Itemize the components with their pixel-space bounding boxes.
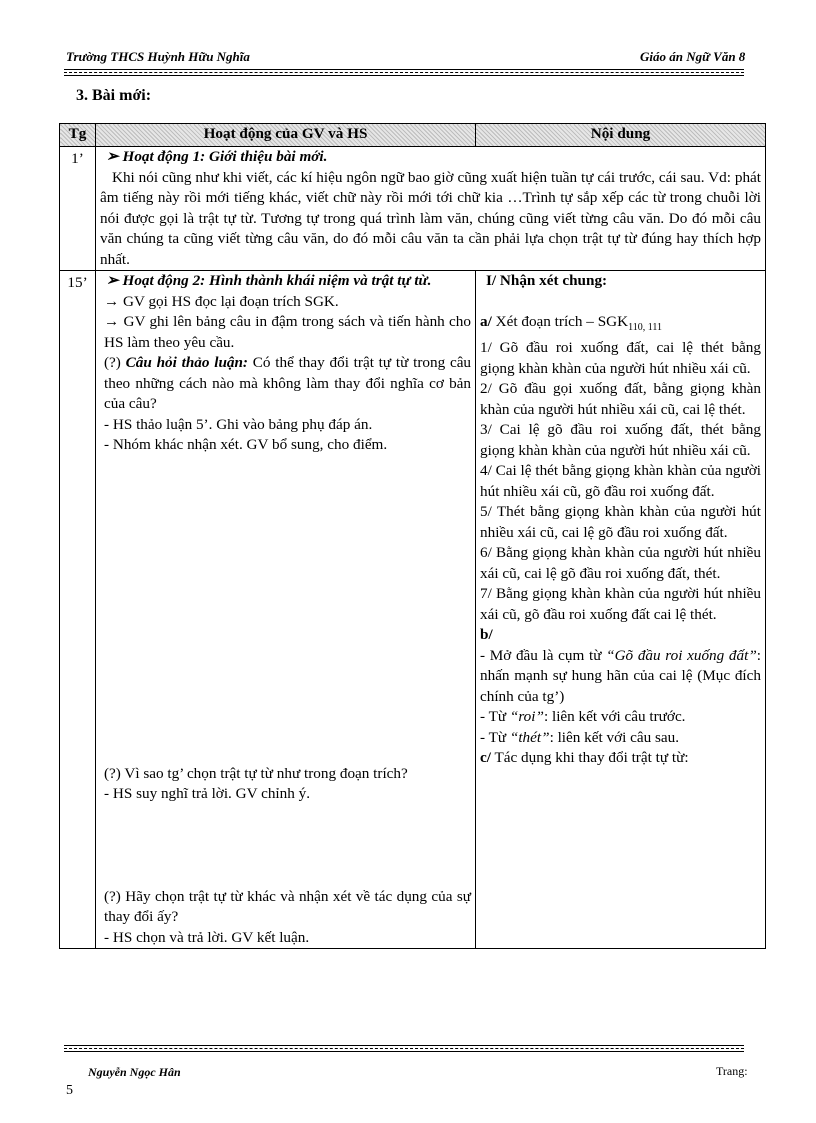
act-line: → GV gọi HS đọc lại đoạn trích SGK. bbox=[104, 292, 339, 310]
table-row bbox=[60, 271, 766, 949]
act-line: → GV ghi lên bảng câu in đậm trong sách và tiến hành cho HS làm theo yêu cầu. bbox=[104, 313, 471, 351]
list-item: 5/ Thét bằng giọng khàn khàn của người hút nhiều xái cũ, cai lệ gõ đầu roi xuống đất. bbox=[480, 503, 761, 541]
row1-body: Khi nói cũng như khi viết, các kí hiệu ngôn ngữ bao giờ cũng xuất hiện tuần tự cái trước, cái sau. Vd: phát âm tiếng này rồi mới tiếng khác, viết chữ này rồi mới tới chữ kia …Trình tự sắp xếp các từ trong chuỗi lời nói được gọi là trật tự từ. Tương tự trong quá trình làm văn, chúng cũng viết từng câu văn. Do đó mỗi câu văn chúng ta cũng viết từng câu văn, do đó mỗi câu văn ta cần phải lựa chọn trật tự từ đúng hay thích hợp nhất. bbox=[100, 168, 761, 268]
question-3-answer: - HS chọn và trả lời. GV kết luận. bbox=[104, 928, 310, 946]
list-item: 1/ Gõ đầu roi xuống đất, cai lệ thét bằng giọng khàn khàn của người hút nhiều xái cũ. bbox=[480, 339, 761, 377]
footer-divider bbox=[64, 1045, 744, 1052]
content-b-3-pre: - Từ bbox=[480, 728, 510, 746]
list-item: 7/ Bằng giọng khàn khàn của người hút nhiều xái cũ, gõ đầu roi xuống đất cai lệ thét. bbox=[480, 585, 761, 623]
row1-activity-cell bbox=[96, 147, 766, 271]
header-activity: Hoạt động của GV và HS bbox=[96, 124, 476, 147]
q1-text: Có thể thay đổi trật tự từ trong câu theo những cách nào mà không làm thay đổi nghĩa cơ bản của câu? bbox=[104, 354, 472, 412]
lesson-table bbox=[59, 123, 766, 949]
footer-page-label: Trang: bbox=[716, 1064, 748, 1078]
content-b-3-post: : liên kết với câu sau. bbox=[549, 728, 680, 746]
content-b-1-quote: “Gõ đầu roi xuống đất” bbox=[606, 646, 757, 664]
content-b-2 bbox=[480, 707, 761, 728]
list-item: 2/ Gõ đầu gọi xuống đất, bằng giọng khàn khàn của người hút nhiều xái cũ, cai lệ thét. bbox=[480, 380, 761, 418]
content-a-label: a/ bbox=[480, 312, 492, 330]
content-c-label: c/ bbox=[480, 749, 491, 767]
row1-tg: 1’ bbox=[60, 147, 96, 271]
content-a-text: Xét đoạn trích – SGK bbox=[495, 312, 629, 330]
page-number: 5 bbox=[66, 1083, 73, 1098]
act-line: - HS thảo luận 5’. Ghi vào bảng phụ đáp án. bbox=[104, 415, 373, 433]
header-tg: Tg bbox=[60, 124, 96, 147]
act-line: - Nhóm khác nhận xét. GV bổ sung, cho điểm. bbox=[104, 436, 388, 453]
content-b-3-quote: “thét” bbox=[509, 728, 550, 746]
footer-author: Nguyễn Ngọc Hân bbox=[88, 1065, 181, 1079]
section-title: 3. Bài mới: bbox=[76, 87, 152, 104]
question-2-answer: - HS suy nghĩ trả lời. GV chỉnh ý. bbox=[104, 785, 311, 802]
row2-title: ➢ Hoạt động 2: Hình thành khái niệm và trật tự từ. bbox=[106, 272, 432, 289]
list-item: 3/ Cai lệ gõ đầu roi xuống đất, thét bằng giọng khàn khàn của người hút nhiều xái cũ. bbox=[480, 421, 761, 459]
content-a-pages: 110, 111 bbox=[628, 321, 662, 333]
row1-title: ➢ Hoạt động 1: Giới thiệu bài mới. bbox=[106, 148, 328, 165]
question-3: (?) Hãy chọn trật tự từ khác và nhận xét về tác dụng của sự thay đổi ấy? bbox=[104, 887, 471, 925]
row2-activity-cell bbox=[96, 271, 476, 949]
content-b-1-pre: - Mở đầu là cụm từ bbox=[480, 646, 607, 664]
table-header-row bbox=[60, 124, 766, 147]
content-b-1 bbox=[480, 646, 761, 708]
content-b-2-quote: “roi” bbox=[509, 708, 544, 726]
header-school: Trường THCS Huỳnh Hữu Nghĩa bbox=[66, 49, 250, 64]
content-b-3 bbox=[480, 728, 761, 749]
question-2: (?) Vì sao tg’ chọn trật tự từ như trong đoạn trích? bbox=[104, 764, 408, 782]
list-item: 6/ Bằng giọng khàn khàn của người hút nhiều xái cũ, cai lệ gõ đầu roi xuống đất, thét. bbox=[480, 544, 761, 582]
content-b-1-post: : nhấn mạnh sự hung hãn của cai lệ (Mục đích chính của tg’) bbox=[480, 646, 761, 705]
content-b-label: b/ bbox=[480, 626, 493, 644]
q1-label: Câu hỏi thảo luận: bbox=[125, 354, 248, 371]
header-content: Nội dung bbox=[476, 124, 766, 147]
content-c bbox=[480, 748, 761, 791]
discussion-question bbox=[100, 353, 471, 415]
row2-tg: 15’ bbox=[60, 271, 96, 949]
list-item: 4/ Cai lệ thét bằng giọng khàn khàn của người hút nhiều xái cũ, gõ đầu roi xuống đất. bbox=[480, 462, 761, 500]
row2-content-cell bbox=[476, 271, 766, 949]
header-subject: Giáo án Ngữ Văn 8 bbox=[640, 49, 746, 64]
table-row bbox=[60, 147, 766, 271]
content-title: I/ Nhận xét chung: bbox=[486, 272, 608, 289]
header-divider bbox=[64, 69, 744, 76]
q1-prefix: (?) bbox=[104, 354, 121, 371]
content-b-2-pre: - Từ bbox=[480, 708, 510, 726]
content-a bbox=[480, 312, 761, 339]
content-c-text: Tác dụng khi thay đổi trật tự từ: bbox=[494, 749, 689, 767]
content-b-2-post: : liên kết với câu trước. bbox=[543, 708, 686, 726]
